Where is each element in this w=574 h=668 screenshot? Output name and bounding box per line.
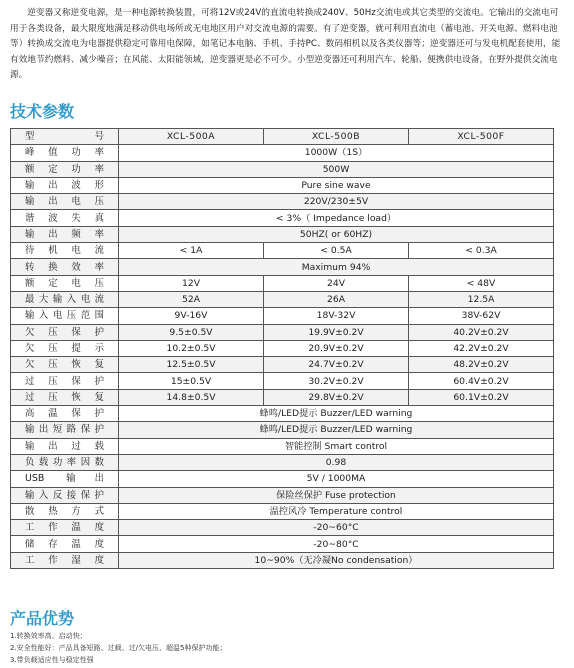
spec-row-value: 5V / 1000MA	[119, 471, 554, 487]
spec-row	[11, 422, 554, 438]
spec-row-label: 额定功率	[11, 161, 119, 177]
spec-row-value: 500W	[119, 161, 554, 177]
spec-header-row	[11, 129, 554, 145]
advantage-item: 1.转换效率高、启动快；	[10, 632, 87, 640]
spec-row-label: 转换效率	[11, 259, 119, 275]
spec-row	[11, 406, 554, 422]
spec-row-value: 24V	[264, 275, 409, 291]
advantage-item: 3.带负载适应性与稳定性强	[10, 656, 94, 664]
spec-row-label: 输出波形	[11, 177, 119, 193]
spec-row-value: 智能控制 Smart control	[119, 438, 554, 454]
spec-row	[11, 243, 554, 259]
spec-row-value: 18V-32V	[264, 308, 409, 324]
spec-row-label: 输入电压范围	[11, 308, 119, 324]
spec-row-label: 高温保护	[11, 406, 119, 422]
spec-row-value: 48.2V±0.2V	[409, 357, 554, 373]
spec-section-title: 技术参数	[10, 102, 75, 121]
spec-row	[11, 210, 554, 226]
spec-row-label: 负载功率因数	[11, 454, 119, 470]
spec-row	[11, 324, 554, 340]
spec-row	[11, 552, 554, 568]
spec-row-label: 输出频率	[11, 226, 119, 242]
spec-row	[11, 520, 554, 536]
spec-row-label: 工作湿度	[11, 552, 119, 568]
spec-row	[11, 454, 554, 470]
spec-row	[11, 259, 554, 275]
spec-row-value: 9V-16V	[119, 308, 264, 324]
intro-paragraph: 逆变器又称逆变电源，是一种电源转换装置，可将12V或24V的直流电转换成240V、50Hz交流电或其它类型的交流电。它输出的交流电可用于各类设备，最大限度地满足移动供电场所或无电地区用户对交流电源的需要。有了逆变器，就可利用直流电（蓄电池、开关电源、燃料电池等）转换成交流电为电器提供稳定可靠用电保障，如笔记本电脑、手机、手持PC、数码相机以及各类仪器等；逆变器还可与发电机配套使用，能有效地节约燃料、减少噪音；在风能、太阳能领域，逆变器更是必不可少。小型逆变器还可利用汽车、轮船、便携供电设备，在野外提供交流电源。	[10, 8, 561, 80]
header-model-a: XCL-500A	[119, 129, 264, 145]
spec-row-label: USB 输出	[11, 471, 119, 487]
spec-row-label: 欠压保护	[11, 324, 119, 340]
spec-row-label: 过压保护	[11, 373, 119, 389]
spec-row	[11, 291, 554, 307]
spec-row-value: 12.5A	[409, 291, 554, 307]
spec-row	[11, 340, 554, 356]
spec-row-value: 蜂鸣/LED提示 Buzzer/LED warning	[119, 422, 554, 438]
spec-row	[11, 357, 554, 373]
spec-row	[11, 503, 554, 519]
spec-row-value: 52A	[119, 291, 264, 307]
spec-row-value: 10~90%（无冷凝No condensation）	[119, 552, 554, 568]
spec-row	[11, 438, 554, 454]
spec-row-label: 储存温度	[11, 536, 119, 552]
spec-row-value: < 0.3A	[409, 243, 554, 259]
spec-row-label: 最大输入电流	[11, 291, 119, 307]
spec-row-value: 温控风冷 Temperature control	[119, 503, 554, 519]
header-model-label: 型 号	[11, 129, 119, 145]
spec-row-value: < 48V	[409, 275, 554, 291]
spec-row-value: 60.4V±0.2V	[409, 373, 554, 389]
spec-row-label: 欠压恢复	[11, 357, 119, 373]
spec-row-value: 20.9V±0.2V	[264, 340, 409, 356]
spec-row	[11, 373, 554, 389]
spec-row-value: 24.7V±0.2V	[264, 357, 409, 373]
spec-row-label: 输出短路保护	[11, 422, 119, 438]
spec-row	[11, 275, 554, 291]
spec-row-label: 峰值功率	[11, 145, 119, 161]
spec-row	[11, 145, 554, 161]
advantages-list	[10, 630, 227, 666]
spec-row	[11, 487, 554, 503]
spec-table	[10, 128, 554, 569]
spec-row-value: 蜂鸣/LED提示 Buzzer/LED warning	[119, 406, 554, 422]
spec-row-label: 工作温度	[11, 520, 119, 536]
spec-row-value: 10.2±0.5V	[119, 340, 264, 356]
spec-row	[11, 389, 554, 405]
spec-row-value: Pure sine wave	[119, 177, 554, 193]
spec-row-value: 40.2V±0.2V	[409, 324, 554, 340]
spec-row	[11, 471, 554, 487]
advantages-section-title: 产品优势	[10, 609, 75, 628]
spec-row-value: 12V	[119, 275, 264, 291]
advantage-item: 2.安全性能好：产品具备短路、过载、过/欠电压、超温5种保护功能；	[10, 644, 227, 652]
spec-row-value: 保险丝保护 Fuse protection	[119, 487, 554, 503]
spec-row-value: 26A	[264, 291, 409, 307]
spec-row-value: -20~80°C	[119, 536, 554, 552]
header-model-b: XCL-500B	[264, 129, 409, 145]
spec-row-value: 42.2V±0.2V	[409, 340, 554, 356]
spec-row-label: 输出电压	[11, 194, 119, 210]
spec-row-label: 待机电流	[11, 243, 119, 259]
spec-row	[11, 177, 554, 193]
spec-row-label: 额定电压	[11, 275, 119, 291]
spec-row-label: 欠压提示	[11, 340, 119, 356]
spec-row-value: 12.5±0.5V	[119, 357, 264, 373]
spec-row-value: 15±0.5V	[119, 373, 264, 389]
spec-row-label: 谐波失真	[11, 210, 119, 226]
spec-row-label: 输入反接保护	[11, 487, 119, 503]
spec-row-value: 38V-62V	[409, 308, 554, 324]
spec-row-value: < 1A	[119, 243, 264, 259]
spec-row-label: 散热方式	[11, 503, 119, 519]
spec-row	[11, 536, 554, 552]
spec-row-value: 60.1V±0.2V	[409, 389, 554, 405]
spec-row-label: 过压恢复	[11, 389, 119, 405]
header-model-f: XCL-500F	[409, 129, 554, 145]
spec-row-value: 30.2V±0.2V	[264, 373, 409, 389]
spec-row	[11, 226, 554, 242]
spec-row	[11, 308, 554, 324]
spec-row-value: 0.98	[119, 454, 554, 470]
spec-row-value: 220V/230±5V	[119, 194, 554, 210]
spec-row-value: 14.8±0.5V	[119, 389, 264, 405]
spec-row-value: 9.5±0.5V	[119, 324, 264, 340]
spec-row-value: < 3%（ Impedance load）	[119, 210, 554, 226]
spec-row-value: 29.8V±0.2V	[264, 389, 409, 405]
spec-row-value: 50HZ( or 60HZ)	[119, 226, 554, 242]
spec-row	[11, 194, 554, 210]
spec-row-value: Maximum 94%	[119, 259, 554, 275]
spec-row-value: -20~60°C	[119, 520, 554, 536]
spec-row-value: 19.9V±0.2V	[264, 324, 409, 340]
spec-row-value: 1000W（1S）	[119, 145, 554, 161]
spec-row	[11, 161, 554, 177]
spec-row-label: 输出过载	[11, 438, 119, 454]
spec-row-value: < 0.5A	[264, 243, 409, 259]
